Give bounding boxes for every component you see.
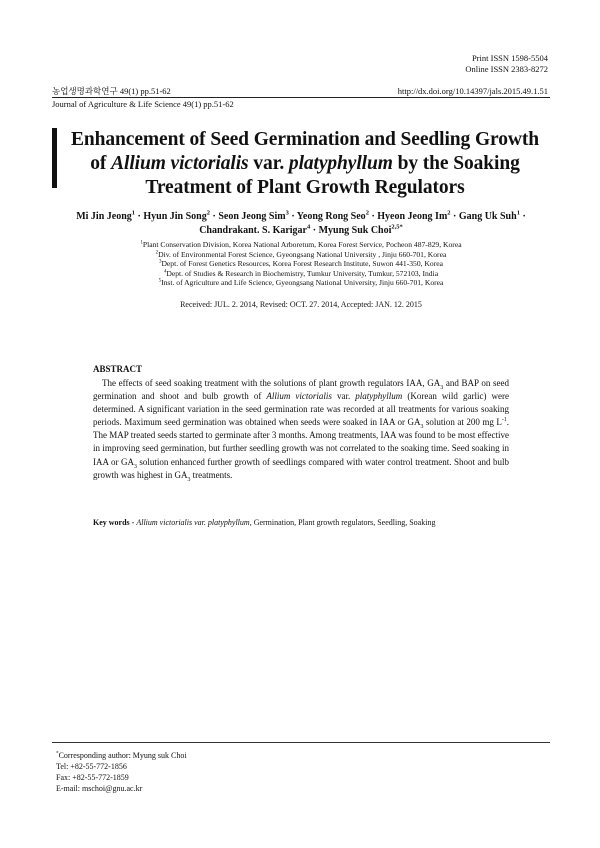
- journal-english: Journal of Agriculture & Life Science 49(1) pp.51-62: [52, 99, 234, 109]
- footnote-email[interactable]: E-mail: mschoi@gnu.ac.kr: [56, 784, 143, 793]
- author: Yeong Rong Seo: [296, 211, 366, 222]
- keywords-label: Key words: [93, 518, 130, 527]
- abstract-body: The effects of seed soaking treatment with the solutions of plant growth regulators IAA, $GA_3$ and BAP on seed germination and shoot and bulb growth of Allium victorialis var. platyphyllum (Korean wild garlic) were determined. A significant variation in the seed germination rate was recorded at all treatments for various soaking periods. Maximum seed germination was obtained when seeds were soaked in IAA or $GA_3$ solution at 200 mg $L^{-1}$. The MAP treated seeds started to germinate after 3 months. Among treatments, IAA was found to be most effective in improving seed germination, but further seedling growth was not correlated to the soaking time. Seed soaking in IAA or $GA_3$ solution enhanced further growth of seedlings compared with water control treatment. Shoot and bulb growth was highest in $GA_3$ treatments.: [93, 378, 510, 483]
- author: Chandrakant. S. Karigar: [199, 225, 307, 236]
- author: Mi Jin Jeong: [76, 211, 132, 222]
- author: Seon Jeong Sim: [218, 211, 286, 222]
- affiliation: $^2$Div. of Environmental Forest Science, Gyeongsang National University , Jinju 660-701, Korea: [155, 249, 447, 259]
- title-bar: [52, 128, 57, 188]
- footnote-rule: [52, 742, 550, 743]
- keywords: Key words - Allium victorialis var. platyphyllum, Germination, Plant growth regulators, Seedling, Soaking: [93, 518, 436, 527]
- footnote-tel: Tel: +82-55-772-1856: [56, 762, 127, 771]
- title-line-2: of Allium victorialis var. platyphyllum by the Soaking: [90, 153, 520, 174]
- author: Myung Suk Choi: [318, 225, 392, 236]
- header-rule: [52, 97, 550, 98]
- affiliation-list: [52, 240, 550, 288]
- author: Gang Uk Suh: [458, 211, 517, 222]
- issn-block: [465, 53, 548, 75]
- author-line-1: Mi Jin Jeong$^1$ · Hyun Jin Song$^2$ · Seon Jeong Sim$^3$ · Yeong Rong Seo$^2$ · Hyeon Jeong $Im^2$ · Gang Uk Suh$^1$ ·: [76, 209, 526, 222]
- affiliation: $^5$Inst. of Agriculture and Life Science, Gyeongsang National University, Jinju 660-701, Korea: [158, 278, 444, 288]
- author: Hyeon Jeong Im: [377, 211, 448, 222]
- journal-korean: 농업생명과학연구 49(1) pp.51-62: [52, 86, 171, 96]
- author-line-2: Chandrakant. S. Karigar$^4$ · Myung Suk Choi$^{2,5*}$: [199, 223, 403, 236]
- author: Hyun Jin Song: [143, 211, 207, 222]
- title-line-3: Treatment of Plant Growth Regulators: [145, 177, 465, 198]
- doi-link[interactable]: http://dx.doi.org/10.14397/jals.2015.49.1.51: [397, 86, 548, 96]
- footnote-fax: Fax: +82-55-772-1859: [56, 773, 129, 782]
- title-line-1: Enhancement of Seed Germination and Seedling Growth: [71, 129, 539, 150]
- affiliation: $^4$Dept. of Studies & Research in Biochemistry, Tumkur University, Tumkur, 572103, India: [163, 268, 439, 278]
- print-issn: Print ISSN 1598-5504: [471, 53, 548, 63]
- author-list: [52, 210, 550, 238]
- abstract-heading: ABSTRACT: [93, 364, 143, 374]
- paper-title: [60, 128, 550, 200]
- corresponding-author: *Corresponding author: Myung suk Choi: [56, 750, 187, 760]
- affiliation: $^1$Plant Conservation Division, Korea National Arboretum, Korea Forest Service, Pocheon 487-829, Korea: [140, 240, 462, 249]
- received-dates: Received: JUL. 2. 2014, Revised: OCT. 27. 2014, Accepted: JAN. 12. 2015: [180, 300, 422, 309]
- online-issn: Online ISSN 2383-8272: [465, 64, 548, 74]
- corresponding-footnote: [56, 750, 187, 794]
- affiliation: $^3$Dept. of Forest Genetics Resources, Korea Forest Research Institute, Suwon 441-350, Korea: [158, 259, 443, 269]
